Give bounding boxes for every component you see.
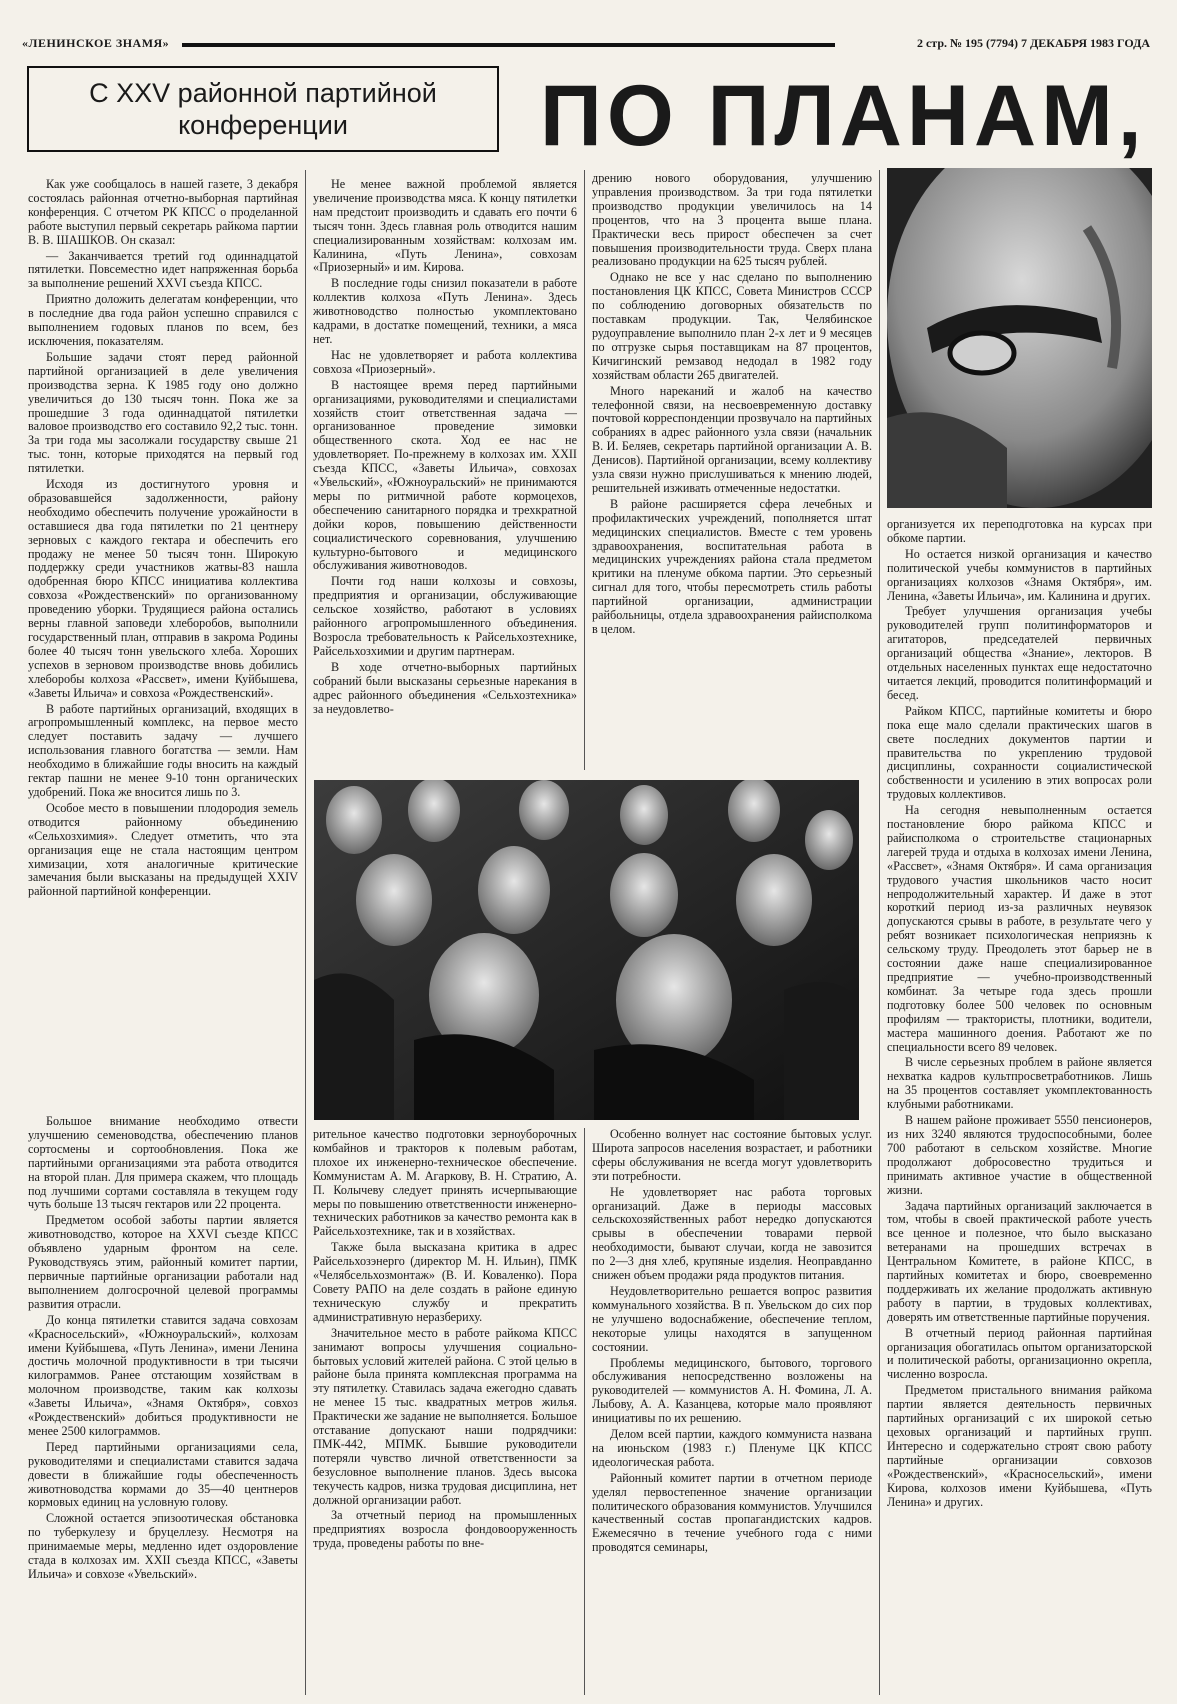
paragraph: Но остается низкой организация и качество политической учебы коммунистов в партийных организациях колхозов «Знамя Октября», им. Ленина, «Заветы Ильича», им. Калинина и других. [887,546,1152,603]
headline: ПО ПЛАНАМ, [540,68,1147,164]
paragraph: рительное качество подготовки зерноуборочных комбайнов и тракторов к полевым работам, плохое их инженерно-техническое обеспечение. Коммунистам А. М. Агаркову, В. Н. Стратию, А. П. Колычеву следует принять исчерпывающие меры по повышению ответственности инженерно-технических работников за качество ремонта как в Райсельхозтехнике, так и в хозяйствах. [313,1128,577,1239]
article-column-3-bottom [592,1128,872,1695]
article-column-2-top [313,178,577,772]
paragraph: Делом всей партии, каждого коммуниста названа на июньском (1983 г.) Пленуме ЦК КПСС идеологическая работа. [592,1427,872,1469]
paragraph: Предметом особой заботы партии является животноводство, которое на XXVI съезде КПСС объявлено ударным фронтом на селе. Руководствуясь этим, районный комитет партии, первичные партийные организации работали над выполнением долгосрочной целевой программы развития отрасли. [28,1213,298,1311]
masthead-rule [182,43,835,47]
paragraph: Проблемы медицинского, бытового, торгового обслуживания непосредственно возложены на руководителей — коммунистов А. Н. Фомина, Л. А. Лыбову, А. А. Казанцева, которые мало проявляют инициативы по их решению. [592,1355,872,1426]
paragraph: Много нареканий и жалоб на качество телефонной связи, на несвоевременную доставку почтовой корреспонденции прозвучало на партийных собраниях в адрес районного узла связи (начальник В. И. Беляев, секретарь партийной организации А. В. Денисов). Партийной организации, всему коллективу узла связи нужно прислушиваться к мнению людей, решительней изживать отмеченные недостатки. [592,383,872,495]
paragraph: В отчетный период районная партийная организация обогатилась опытом организаторской и политической работы, организационно окрепла, численно возросла. [887,1325,1152,1382]
column-rule-4 [879,170,880,1695]
paragraph: На сегодня невыполненным остается постановление бюро райкома КПСС и райисполкома о строительстве стационарных лагерей труда и отдыха в колхозах имени Ленина, «Рассвет», «Знамя Октября». И сама организация трудового участия школьников часто носит непродолжительный характер. И даже в этот короткий период из-за различных неувязок допускаются срывы в работе, в результате чего у ребят возникает психологическая неприязнь к сельскому труду. Преодолеть этот барьер не в состоянии даже наше специализированное предприятие — учебно-производственный комбинат. За четыре года здесь прошли подготовку более 500 человек по основным профилям — трактористы, плотники, водители, мастера машинного доения. Работают же по специальности всего 89 человек. [887,803,1152,1054]
paragraph: Перед партийными организациями села, руководителями и специалистами ставится задача довести в ближайшие годы обеспеченность животноводства кормами до 35—40 центнеров кормовых единиц на условную голову. [28,1439,298,1510]
article-column-3-top [592,172,872,772]
audience-photo-image [314,780,859,1120]
paragraph: Неудовлетворительно решается вопрос развития коммунального хозяйства. В п. Увельском до сих пор не улучшено водоснабжение, обеспечение теплом, некоторые улицы находятся в запущенном состоянии. [592,1283,872,1354]
paragraph: Значительное место в работе райкома КПСС занимают вопросы улучшения социально-бытовых условий жителей района. С этой целью в районе была принята комплексная программа на эту пятилетку. Ставилась задача ежегодно сдавать не менее 15 тыс. квадратных метров жилья. Практически же задание не выполняется. Большое отставание допускают наши подрядчики: ПМК-442, МПМК. Бывшие руководители потеряли чувство личной ответственности за безусловное выполнение планов. Здесь высока текучесть кадров, низка трудовая дисциплина, нет должной организации работ. [313,1325,577,1507]
paragraph: Особое место в повышении плодородия земель отводится районному объединению «Сельхозхимия». Следует отметить, что эта организация еще не стала настоящим центром химизации, хотя аналогичные критические замечания были высказаны на предыдущей XXIV районной партийной конференции. [28,800,298,899]
paragraph: В работе партийных организаций, входящих в агропромышленный комплекс, на первое место следует поставить задачу — лучшего использования главного богатства — земли. Нам необходимо в ближайшие годы вносить на каждый гектар пашни не менее 9-10 тонн органических удобрений. Пока же вносится лишь по 3. [28,701,298,799]
article-column-1-bottom [28,1115,298,1695]
masthead [22,36,1150,54]
paragraph: Почти год наши колхозы и совхозы, предприятия и организации, обслуживающие сельское хозяйство, работают в условиях районного агропромышленного объединения. Возросла требовательность к Райсельхозтехнике, Райсельхозхимии и другим партнерам. [313,574,577,658]
paragraph: Также была высказана критика в адрес Райсельхозэнерго (директор М. Н. Ильин), ПМК «Челябсельхозмонтаж» (В. И. Коваленко). Пора Совету РАПО на деле создать в районе единую техническую службу и прекратить административную неразбериху. [313,1240,577,1324]
kicker-line-2: конференции [178,110,348,140]
paragraph: Требует улучшения организация учебы руководителей групп политинформаторов и агитаторов, председателей первичных организаций общества «Знание», лекторов. В отдельных населенных пунктах еще недостаточно читается лекций, проводится политинформаций и бесед. [887,604,1152,702]
paragraph: В последние годы снизил показатели в работе коллектив колхоза «Путь Ленина». Здесь животноводство полностью укомплектовано кадрами, в достатке помещений, техники, а мяса нет. [313,276,577,346]
paragraph: Большое внимание необходимо отвести улучшению семеноводства, обеспечению планов сортосмены и сортообновления. Пока же партийными организациями эта работа отводится на второй план. Для примера скажем, что площадь под лучшими сортами составляла в текущем году чуть больше 13 тысяч гектаров или 22 процента. [28,1115,298,1212]
kicker-line-1: С XXV районной партийной [89,78,437,108]
article-column-4 [887,518,1152,1695]
paragraph: Не менее важной проблемой является увеличение производства мяса. К концу пятилетки нам предстоит производить и сдавать его почти 6 тысяч тонн. Здесь главная роль отводится нашим специализированным хозяйствам: колхозам им. Калинина, «Путь Ленина», совхозам «Приозерный» и им. Кирова. [313,178,577,275]
paragraph: До конца пятилетки ставится задача совхозам «Красносельский», «Южноуральский», колхозам имени Куйбышева, «Путь Ленина», имени Ленина достичь молочной продуктивности в три тысячи килограммов. Ранее отстающим хозяйствам в молочном производстве, таким как колхозы «Заветы Ильича», «Знамя Октября», совхоз «Рождественский» добиться продуктивности не менее 2500 килограммов. [28,1312,298,1438]
paragraph: В настоящее время перед партийными организациями, руководителями и специалистами хозяйств стоит ответственная задача — организованное проведение зимовки общественного скота. Ход ее нас не удовлетворяет. По-прежнему в колхозах им. XXII съезда КПСС, «Заветы Ильича», совхозах «Увельский», «Южноуральский» не принимаются меры по ритмичной работе кормоцехов, обеспечению санитарного порядка и трехкратной дойки коров, повышению действенности социалистического соревнования, улучшению культурно-бытового и медицинского обслуживания животноводов. [313,377,577,573]
paragraph: За отчетный период на промышленных предприятиях возросла фондовооруженность труда, проведены работы по вне- [313,1508,577,1551]
paragraph: Райком КПСС, партийные комитеты и бюро пока еще мало сделали практических шагов в свете последних документов партии и правительства по укреплению трудовой дисциплины, сохранности социалистической собственности и усилению в этих вопросах роли трудовых коллективов. [887,703,1152,802]
paragraph: В числе серьезных проблем в районе является нехватка кадров культпросветработников. Лишь на 35 процентов составляет укомплектованность клубными работниками. [887,1055,1152,1112]
paragraph: В нашем районе проживает 5550 пенсионеров, из них 3240 являются трудоспособными, более 700 работают в сельском хозяйстве. Многие продолжают добросовестно трудиться и принимать активное участие в общественной жизни. [887,1113,1152,1197]
paragraph: Однако не все у нас сделано по выполнению постановления ЦК КПСС, Совета Министров СССР по соблюдению договорных обязательств по поставкам продукции. Так, Челябинское рудоуправление выполнило план 2-х лет и 9 месяцев по отгрузке сырья поставщикам на 87 процентов, Кичигинский ремзавод недодал в 1982 году хозяйствам области 265 двигателей. [592,270,872,382]
paragraph: Приятно доложить делегатам конференции, что в последние два года район успешно справился с выполнением годовых планов по всем, без исключения, показателям. [28,292,298,348]
article-column-1-top [28,178,298,1108]
column-rule-3 [584,1128,585,1695]
section-kicker-box [27,66,499,152]
paragraph: Задача партийных организаций заключается в том, чтобы в своей практической работе учесть все ценное и полезное, что было высказано ветеранами на прошедших встречах в Центральном Комитете, в районе КПСС, в партийных комитетах и бюро, своевременно поддерживать их желание продолжать активную работу в партии, в трудовых коллективах, доверять им ответственные партийные поручения. [887,1198,1152,1324]
issue-info: 2 стр. № 195 (7794) 7 ДЕКАБРЯ 1983 ГОДА [916,36,1150,50]
paragraph: Предметом пристального внимания райкома партии является деятельность первичных партийных организаций с их широкой сетью цеховых организаций и партийных групп. Интересно и содержательно строят свою работу партийные организации совхозов «Рождественский», «Красносельский», имени Кирова, колхозов имени Куйбышева, «Путь Ленина» и других. [887,1383,1152,1509]
paragraph: Районный комитет партии в отчетном периоде уделял первостепенное значение организации политического образования коммунистов. Улучшился качественный состав пропагандистских кадров. Ежемесячно в течение учебного года с ними проводятся семинары, [592,1470,872,1555]
paragraph: В ходе отчетно-выборных партийных собраний были высказаны серьезные нарекания в адрес районного объединения «Сельхозтехника» за неудовлетво- [313,659,577,716]
audience-photo [314,780,859,1120]
column-rule-2 [584,170,585,770]
paragraph: дрению нового оборудования, улучшению управления производством. За три года пятилетки производство продукции увеличилось на 14 процентов, что на 3 процента выше плана. Практически весь прирост обеспечен за счет повышения производительности труда. Сверх плана реализовано продукции на 625 тысяч рублей. [592,172,872,269]
paragraph: Нас не удовлетворяет и работа коллектива совхоза «Приозерный». [313,347,577,376]
paragraph: Сложной остается эпизоотическая обстановка по туберкулезу и бруцеллезу. Несмотря на принимаемые меры, медленно идет оздоровление стада в колхозах им. XXII съезда КПСС, «Заветы Ильича» и совхозе «Увельский». [28,1511,298,1581]
paragraph: Особенно волнует нас состояние бытовых услуг. Широта запросов населения возрастает, и работники сферы обслуживания не всегда могут удовлетворить эти потребности. [592,1128,872,1183]
speaker-photo [887,168,1152,508]
paragraph: Не удовлетворяет нас работа торговых организаций. Даже в периоды массовых сельскохозяйственных работ нередко допускаются срывы в обеспечении товарами первой необходимости, бывают случаи, когда не завозится по 2—3 дня хлеб, крупяные изделия. Неоправданно снижен объем продажи ряда продуктов питания. [592,1184,872,1283]
newspaper-name: «ЛЕНИНСКОЕ ЗНАМЯ» [22,36,170,50]
paragraph: Большие задачи стоят перед районной партийной организацией в деле увеличения производства зерна. К 1985 году оно должно увеличиться до 130 тысяч тонн. Пока же за прошедшие 3 года одиннадцатой пятилетки валовое производство его составило 92,2 тыс. тонн. За три года мы засолжали государству свыше 21 тыс. тонн, которые приходятся на первый год пятилетки. [28,349,298,476]
paragraph: — Заканчивается третий год одиннадцатой пятилетки. Повсеместно идет напряженная борьба за выполнение решений XXVI съезда КПСС. [28,248,298,291]
column-rule-1 [305,170,306,1695]
paragraph: Исходя из достигнутого уровня и образовавшейся задолженности, району необходимо обеспечить получение урожайности в оставшиеся два года пятилетки по 21 центнеру зерновых с каждого гектара и обеспечить его продажу не менее 50 тысяч тонн. Широкую поддержку среди участников жатвы-83 нашла одобренная бюро КПСС инициатива коллектива совхоза «Рождественский» по организованному проведению уборки. Трудящиеся района остались верны главной заповеди хлеборобов, выполнили государственный план, отправив в закрома Родины более 40 тысяч тонн увельского хлеба. Хороших успехов в зерновом производстве вновь добились хлеборобы колхоза «Рассвет», имени Куйбышева, «Заветы Ильича» и совхоза «Рождественский». [28,477,298,700]
paragraph: Как уже сообщалось в нашей газете, 3 декабря состоялась районная отчетно-выборная партийная конференция. С отчетом РК КПСС о проделанной работе выступил первый секретарь райкома партии В. В. ШАШКОВ. Он сказал: [28,178,298,247]
article-column-2-bottom [313,1128,577,1695]
paragraph: В районе расширяется сфера лечебных и профилактических учреждений, пополняется штат медицинских специалистов. Вместе с тем уровень здравоохранения, воспитательная работа в медицинских учреждениях района стала предметом критики на пленуме обкома партии. Это серьезный сигнал для того, чтобы пересмотреть стиль работы партийной организации, администрации райбольницы, отдела здравоохранения райисполкома в целом. [592,496,872,636]
speaker-photo-image [887,168,1152,508]
paragraph: организуется их переподготовка на курсах при обкоме партии. [887,518,1152,545]
